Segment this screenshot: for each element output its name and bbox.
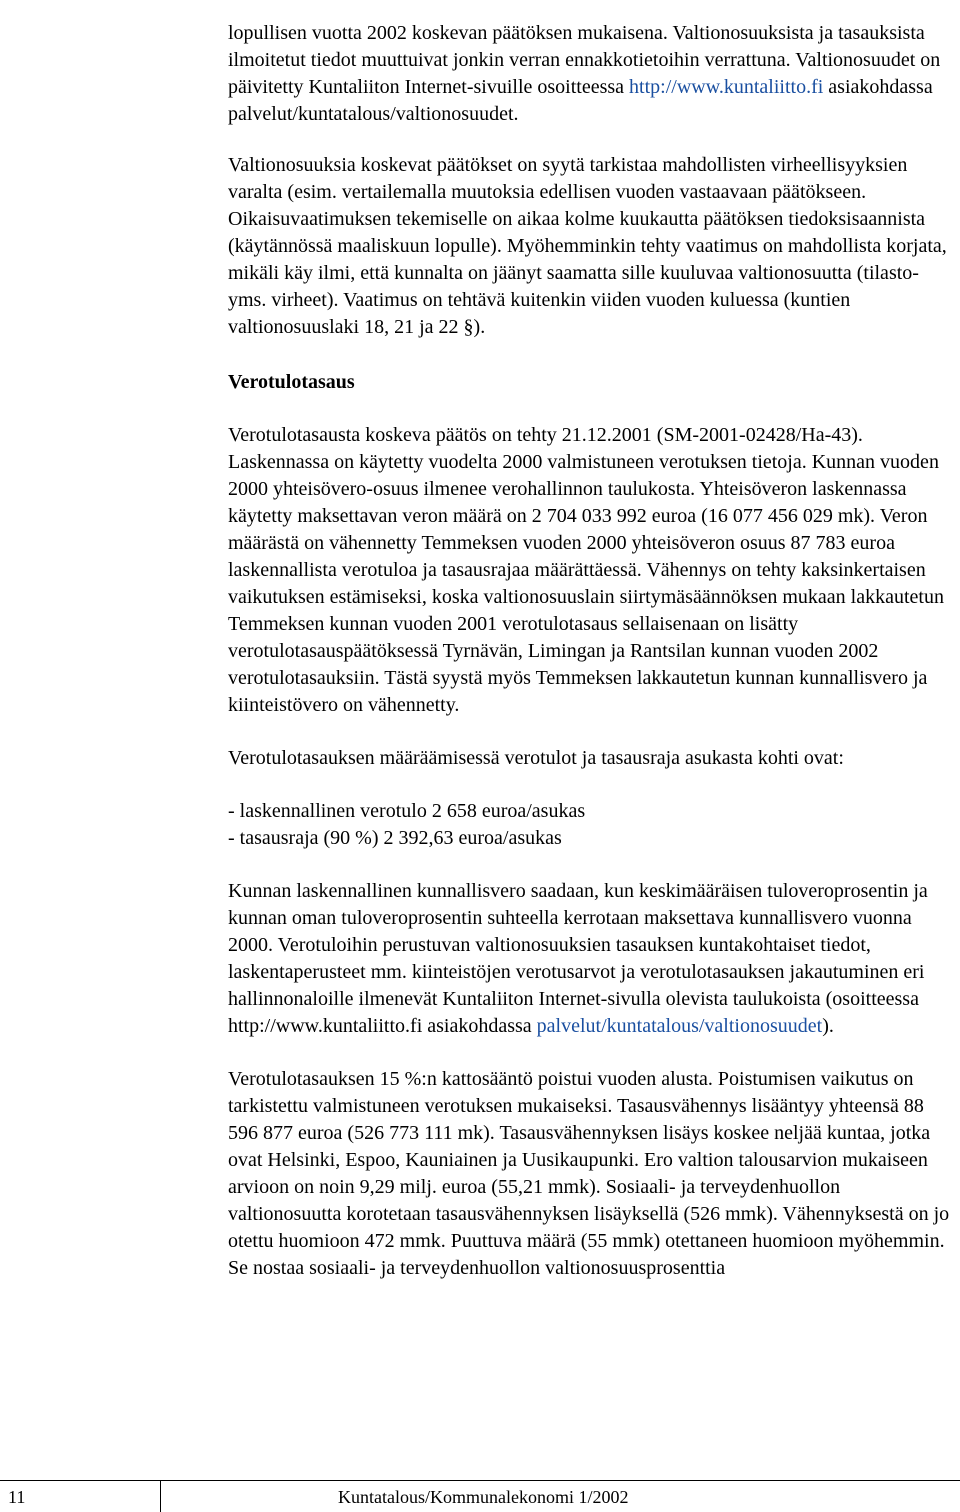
paragraph-text: lopullisen vuotta 2002 koskevan päätöksen mukaisena. Valtionosuuksista ja tasauksista ilmoitetut tiedot muuttuivat jonkin verran ennakkotietoihin verrattuna. Valtionosuudet on päivitetty Kuntaliiton Internet-sivuille osoitteessa <box>228 22 941 98</box>
paragraph-kattosaanto: Verotulotasauksen 15 %:n kattosääntö poistui vuoden alusta. Poistumisen vaikutus on tarkistettu valmistuneen verotuksen mukaiseksi. Tasausvähennys lisääntyy yhteensä 88 596 877 euroa (526 773 111 mk). Tasausvähennyksen lisäys koskee neljää kuntaa, jotka ovat Helsinki, Espoo, Kauniainen ja Uusikaupunki. Ero valtion talousarvion mukaiseen arvioon on noin 9,29 milj. euroa (55,21 mmk). Sosiaali- ja terveydenhuollon valtionosuutta korotetaan tasausvähennyksen lisäyksellä (526 mmk). Vähennyksestä on jo otettu huomioon 472 mmk. Puuttuva määrä (55 mmk) otettaneen huomioon myöhemmin. Se nostaa sosiaali- ja terveydenhuollon valtionosuusprosenttia <box>228 1068 950 1279</box>
spacer <box>228 341 952 369</box>
paragraph-verotulotasaus-decision: Verotulotasausta koskeva päätös on tehty 21.12.2001 (SM-2001-02428/Ha-43). Laskennassa on käytetty vuodelta 2000 valmistuneen verotuksen tietoja. Kunnan vuoden 2000 yhteisövero-osuus ilmenee verohallinnon taulukosta. Yhteisöveron laskennassa käytetty maksettavan veron määrä on 2 704 033 992 euroa (16 077 456 029 mk). Veron määrästä on vähennetty Temmeksen vuoden 2000 yhteisöveron osuus 87 783 euroa laskennallista verotuloa ja tasausrajaa määrättäessä. Vähennys on tehty kaksinkertaisen vaikutuksen estämiseksi, koska valtionosuuslain siirtymäsäännöksen mukaan lakkautetun Temmeksen kunnan vuoden 2001 verotulotasaus sellaisenaan on lisätty verotulotasauspäätöksessä Tyrnävän, Limingan ja Rantsilan kunnan vuoden 2002 verotulotasauksiin. Tästä syystä myös Temmeksen lakkautetun kunnan kunnallisvero ja kiinteistövero on vähennetty. <box>228 424 944 716</box>
document-body <box>228 20 952 1282</box>
list-item-verotulo: - laskennallinen verotulo 2 658 euroa/asukas <box>228 800 586 822</box>
paragraph-kunnallisvero <box>228 878 952 1040</box>
kuntaliitto-link[interactable]: http://www.kuntaliitto.fi <box>629 76 824 98</box>
paragraph-text: asiakohdassa palvelut/kuntatalous/valtionosuudet. <box>228 76 933 125</box>
spacer <box>228 719 952 745</box>
paragraph-text: Kunnan laskennallinen kunnallisvero saadaan, kun keskimääräisen tuloveroprosentin ja kunnan oman tuloveroprosentin suhteella kerrotaan maksettava kunnallisvero vuonna 2000. Verotuloihin perustuvan valtionosuuksien tasauksen kuntakohtaiset tiedot, laskentaperusteet mm. kiinteistöjen verotusarvot ja verotulotasauksen jakautuminen eri hallinnonaloille ilmenevät Kuntaliiton Internet-sivulla olevista taulukoista (osoitteessa http://www.kuntaliitto.fi asiakohdassa <box>228 880 928 1037</box>
page-number: 11 <box>8 1487 26 1507</box>
paragraph-per-capita-intro: Verotulotasauksen määräämisessä verotulot ja tasausraja asukasta kohti ovat: <box>228 747 844 769</box>
spacer <box>228 1040 952 1066</box>
spacer <box>228 128 952 152</box>
section-heading-verotulotasaus: Verotulotasaus <box>228 371 355 393</box>
paragraph-claims: Valtionosuuksia koskevat päätökset on syytä tarkistaa mahdollisten virheellisyyksien varalta (esim. vertailemalla muutoksia edellisen vuoden vastaavaan päätökseen. Oikaisuvaatimuksen tekemiselle on aikaa kolme kuukautta päätöksen tiedoksisaannista (käytännössä maaliskuun lopulle). Myöhemminkin tehty vaatimus on mahdollista korjata, mikäli käy ilmi, että kunnalta on jäänyt saamatta sille kuuluvaa valtionosuutta (tilasto- yms. virheet). Vaatimus on tehtävä kuitenkin viiden vuoden kuluessa (kuntien valtionosuuslaki 18, 21 ja 22 §). <box>228 154 947 338</box>
spacer <box>228 772 952 798</box>
paragraph-text: ). <box>822 1015 834 1037</box>
footer-divider <box>0 1480 960 1481</box>
paragraph-valtionosuudet-update <box>228 20 952 128</box>
footer-publication: Kuntatalous/Kommunalekonomi 1/2002 <box>338 1487 629 1507</box>
list-item-tasausraja: - tasausraja (90 %) 2 392,63 euroa/asukas <box>228 827 562 849</box>
valtionosuudet-link[interactable]: palvelut/kuntatalous/valtionosuudet <box>536 1015 823 1037</box>
footer-vertical-divider <box>160 1480 161 1512</box>
spacer <box>228 852 952 878</box>
spacer <box>228 396 952 422</box>
